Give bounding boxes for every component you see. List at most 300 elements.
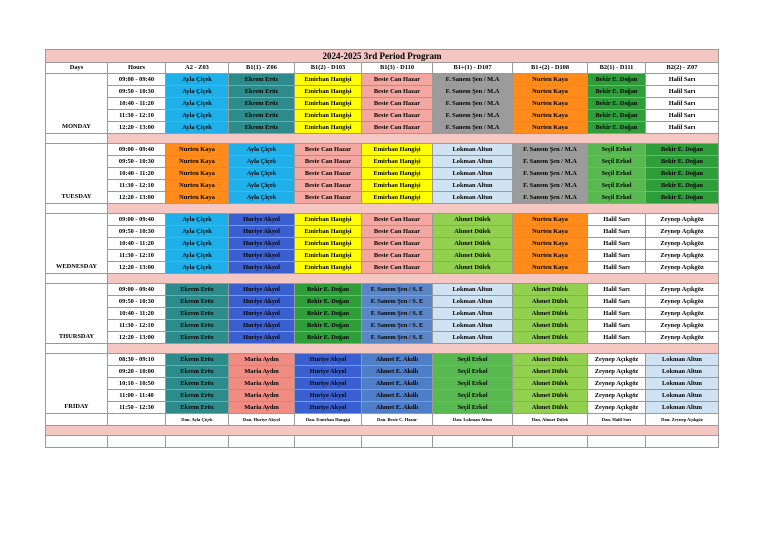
teacher-cell: Beste Can Hazar	[362, 122, 433, 134]
table-row	[46, 144, 719, 156]
teacher-cell: Halil Sarı	[588, 284, 646, 296]
hour-cell: 09:50 - 10:30	[108, 86, 166, 98]
teacher-cell: Seçil Erkol	[588, 168, 646, 180]
hour-cell: 11:30 - 12:10	[108, 110, 166, 122]
teacher-cell: Nurten Kaya	[166, 156, 229, 168]
empty-cell	[108, 414, 166, 426]
teacher-cell: Zeynep Açıkgöz	[646, 214, 719, 226]
empty-row	[46, 436, 719, 448]
empty-cell	[295, 436, 362, 448]
teacher-cell: F. Sanem Şen / S. E	[362, 320, 433, 332]
teacher-cell: Ayla Çiçek	[166, 86, 229, 98]
teacher-cell: Maria Aydın	[229, 366, 295, 378]
teacher-cell: Ayla Çiçek	[229, 180, 295, 192]
teacher-cell: F. Sanem Şen / S. E	[362, 332, 433, 344]
separator-cell	[46, 134, 108, 144]
teacher-cell: Lokman Altun	[433, 192, 513, 204]
teacher-cell: Halil Sarı	[646, 98, 719, 110]
hour-cell: 11:30 - 12:10	[108, 250, 166, 262]
advisor-row	[46, 414, 719, 426]
advisor-cell: Dan. Halil Sarı	[588, 414, 646, 426]
hour-cell: 12:20 - 13:00	[108, 122, 166, 134]
teacher-cell: Nurten Kaya	[513, 98, 588, 110]
day-label-tuesday: TUESDAY	[46, 144, 108, 204]
teacher-cell: Zeynep Açıkgöz	[646, 238, 719, 250]
teacher-cell: Maria Aydın	[229, 378, 295, 390]
teacher-cell: Ahmet E. Akıllı	[362, 366, 433, 378]
teacher-cell: Ekrem Eröz	[166, 320, 229, 332]
table-row	[46, 226, 719, 238]
separator-cell	[108, 134, 719, 144]
day-label-thursday: THURSDAY	[46, 284, 108, 344]
separator-cell	[46, 344, 108, 354]
teacher-cell: Halil Sarı	[588, 308, 646, 320]
teacher-cell: Bekir E. Doğan	[588, 110, 646, 122]
teacher-cell: Huriye Akyol	[229, 226, 295, 238]
teacher-cell: Ahmet E. Akıllı	[362, 402, 433, 414]
teacher-cell: Lokman Altun	[433, 284, 513, 296]
table-row	[46, 122, 719, 134]
teacher-cell: Maria Aydın	[229, 402, 295, 414]
teacher-cell: Seçil Erkol	[588, 192, 646, 204]
teacher-cell: F. Sanem Şen / S. E	[362, 296, 433, 308]
empty-cell	[433, 436, 513, 448]
teacher-cell: Bekir E. Doğan	[588, 86, 646, 98]
column-header-days: Days	[46, 63, 108, 74]
empty-cell	[513, 436, 588, 448]
teacher-cell: Emirhan Hangişi	[295, 122, 362, 134]
teacher-cell: Ahmet E. Akıllı	[362, 354, 433, 366]
teacher-cell: Zeynep Açıkgöz	[646, 226, 719, 238]
teacher-cell: Lokman Altun	[433, 332, 513, 344]
table-row	[46, 238, 719, 250]
table-row	[46, 366, 719, 378]
teacher-cell: Seçil Erkol	[433, 354, 513, 366]
teacher-cell: Beste Can Hazar	[362, 86, 433, 98]
teacher-cell: Halil Sarı	[646, 74, 719, 86]
teacher-cell: F. Sanem Şen / M.A	[513, 180, 588, 192]
schedule-table	[45, 49, 719, 448]
teacher-cell: Emirhan Hangişi	[295, 214, 362, 226]
empty-cell	[362, 436, 433, 448]
teacher-cell: Bekir E. Doğan	[295, 332, 362, 344]
teacher-cell: Huriye Akyol	[295, 366, 362, 378]
advisor-cell: Dan. Lokman Altun	[433, 414, 513, 426]
day-separator	[46, 204, 719, 214]
teacher-cell: Halil Sarı	[588, 332, 646, 344]
teacher-cell: Ekrem Eröz	[166, 402, 229, 414]
teacher-cell: Bekir E. Doğan	[588, 122, 646, 134]
hour-cell: 09:00 - 09:40	[108, 284, 166, 296]
table-row	[46, 354, 719, 366]
hour-cell: 08:30 - 09:10	[108, 354, 166, 366]
hour-cell: 09:50 - 10:30	[108, 296, 166, 308]
teacher-cell: Nurten Kaya	[513, 250, 588, 262]
column-header-hours: Hours	[108, 63, 166, 74]
teacher-cell: Ahmet E. Akıllı	[362, 390, 433, 402]
teacher-cell: Emirhan Hangişi	[362, 156, 433, 168]
teacher-cell: Emirhan Hangişi	[295, 226, 362, 238]
teacher-cell: Zeynep Açıkgöz	[646, 262, 719, 274]
header-row	[46, 63, 719, 74]
separator-cell	[46, 426, 719, 436]
hour-cell: 09:00 - 09:40	[108, 74, 166, 86]
teacher-cell: Nurten Kaya	[513, 262, 588, 274]
hour-cell: 09:00 - 09:40	[108, 214, 166, 226]
separator-cell	[46, 274, 108, 284]
teacher-cell: Nurten Kaya	[513, 226, 588, 238]
teacher-cell: F. Sanem Şen / M.A	[513, 156, 588, 168]
teacher-cell: Emirhan Hangişi	[295, 86, 362, 98]
empty-cell	[588, 436, 646, 448]
teacher-cell: Ayla Çiçek	[166, 74, 229, 86]
teacher-cell: Zeynep Açıkgöz	[588, 366, 646, 378]
teacher-cell: Emirhan Hangişi	[295, 250, 362, 262]
teacher-cell: Beste Can Hazar	[295, 192, 362, 204]
teacher-cell: Huriye Akyol	[229, 214, 295, 226]
table-row	[46, 296, 719, 308]
teacher-cell: Ayla Çiçek	[229, 156, 295, 168]
teacher-cell: Huriye Akyol	[295, 354, 362, 366]
teacher-cell: F. Sanem Şen / M.A	[513, 192, 588, 204]
teacher-cell: Ayla Çiçek	[166, 226, 229, 238]
table-row	[46, 320, 719, 332]
teacher-cell: Ekrem Eröz	[229, 86, 295, 98]
teacher-cell: Nurten Kaya	[513, 238, 588, 250]
teacher-cell: Lokman Altun	[646, 354, 719, 366]
teacher-cell: Zeynep Açıkgöz	[646, 332, 719, 344]
teacher-cell: Ayla Çiçek	[166, 98, 229, 110]
advisor-cell: Dan. Beste C. Hazar	[362, 414, 433, 426]
empty-cell	[166, 436, 229, 448]
column-header-a2-z03: A2 - Z03	[166, 63, 229, 74]
teacher-cell: Huriye Akyol	[229, 238, 295, 250]
teacher-cell: Beste Can Hazar	[362, 110, 433, 122]
teacher-cell: Lokman Altun	[646, 390, 719, 402]
teacher-cell: Ayla Çiçek	[229, 192, 295, 204]
teacher-cell: Beste Can Hazar	[362, 250, 433, 262]
teacher-cell: Zeynep Açıkgöz	[646, 308, 719, 320]
hour-cell: 10:40 - 11:20	[108, 168, 166, 180]
teacher-cell: Lokman Altun	[646, 366, 719, 378]
teacher-cell: Bekir E. Doğan	[588, 98, 646, 110]
teacher-cell: Huriye Akyol	[229, 332, 295, 344]
teacher-cell: Ekrem Eröz	[166, 284, 229, 296]
teacher-cell: F. Sanem Şen / S. E	[362, 308, 433, 320]
table-row	[46, 262, 719, 274]
table-row	[46, 390, 719, 402]
teacher-cell: Ahmet Dülek	[513, 366, 588, 378]
empty-cell	[46, 436, 108, 448]
hour-cell: 09:00 - 09:40	[108, 144, 166, 156]
teacher-cell: Bekir E. Doğan	[646, 168, 719, 180]
bottom-band	[46, 426, 719, 436]
teacher-cell: Emirhan Hangişi	[295, 110, 362, 122]
table-row	[46, 332, 719, 344]
teacher-cell: Emirhan Hangişi	[362, 180, 433, 192]
teacher-cell: Ayla Çiçek	[166, 214, 229, 226]
day-separator	[46, 274, 719, 284]
table-row	[46, 110, 719, 122]
teacher-cell: Nurten Kaya	[166, 192, 229, 204]
teacher-cell: Halil Sarı	[588, 214, 646, 226]
teacher-cell: Bekir E. Doğan	[295, 296, 362, 308]
teacher-cell: Ahmet Dülek	[433, 214, 513, 226]
teacher-cell: Bekir E. Doğan	[646, 180, 719, 192]
teacher-cell: Nurten Kaya	[166, 168, 229, 180]
table-row	[46, 156, 719, 168]
teacher-cell: Emirhan Hangişi	[295, 238, 362, 250]
table-row	[46, 98, 719, 110]
teacher-cell: Beste Can Hazar	[362, 214, 433, 226]
teacher-cell: Zeynep Açıkgöz	[588, 390, 646, 402]
teacher-cell: Seçil Erkol	[433, 378, 513, 390]
teacher-cell: Huriye Akyol	[229, 284, 295, 296]
teacher-cell: Zeynep Açıkgöz	[646, 284, 719, 296]
teacher-cell: Emirhan Hangişi	[295, 74, 362, 86]
hour-cell: 10:40 - 11:20	[108, 98, 166, 110]
teacher-cell: Ahmet Dülek	[513, 378, 588, 390]
teacher-cell: Ayla Çiçek	[166, 238, 229, 250]
teacher-cell: Halil Sarı	[646, 122, 719, 134]
hour-cell: 12:20 - 13:00	[108, 192, 166, 204]
advisor-cell: Dan. Ahmet Dülek	[513, 414, 588, 426]
teacher-cell: Huriye Akyol	[229, 320, 295, 332]
teacher-cell: Huriye Akyol	[229, 296, 295, 308]
empty-cell	[46, 414, 108, 426]
teacher-cell: Lokman Altun	[433, 320, 513, 332]
teacher-cell: F. Sanem Şen / M.A	[513, 168, 588, 180]
teacher-cell: Huriye Akyol	[295, 390, 362, 402]
teacher-cell: Ekrem Eröz	[166, 332, 229, 344]
teacher-cell: Ahmet Dülek	[513, 332, 588, 344]
teacher-cell: Seçil Erkol	[588, 144, 646, 156]
teacher-cell: Seçil Erkol	[433, 366, 513, 378]
teacher-cell: Halil Sarı	[588, 320, 646, 332]
teacher-cell: Beste Can Hazar	[295, 168, 362, 180]
teacher-cell: Emirhan Hangişi	[295, 98, 362, 110]
teacher-cell: F. Sanem Şen / M.A	[513, 144, 588, 156]
table-row	[46, 86, 719, 98]
teacher-cell: Bekir E. Doğan	[295, 284, 362, 296]
hour-cell: 11:00 - 11:40	[108, 390, 166, 402]
day-separator	[46, 134, 719, 144]
teacher-cell: Ekrem Eröz	[166, 354, 229, 366]
title-row	[46, 50, 719, 63]
teacher-cell: Seçil Erkol	[433, 402, 513, 414]
separator-cell	[108, 344, 719, 354]
teacher-cell: Ahmet Dülek	[433, 226, 513, 238]
teacher-cell: Beste Can Hazar	[295, 144, 362, 156]
teacher-cell: Beste Can Hazar	[362, 262, 433, 274]
teacher-cell: Ayla Çiçek	[229, 144, 295, 156]
teacher-cell: Seçil Erkol	[588, 180, 646, 192]
hour-cell: 12:20 - 13:00	[108, 262, 166, 274]
teacher-cell: Lokman Altun	[646, 378, 719, 390]
teacher-cell: Beste Can Hazar	[362, 238, 433, 250]
hour-cell: 10:10 - 10:50	[108, 378, 166, 390]
teacher-cell: Ayla Çiçek	[229, 168, 295, 180]
column-header-b2-2-z07: B2(2) - Z07	[646, 63, 719, 74]
teacher-cell: Lokman Altun	[646, 402, 719, 414]
table-row	[46, 192, 719, 204]
teacher-cell: Halil Sarı	[588, 250, 646, 262]
hour-cell: 11:30 - 12:10	[108, 320, 166, 332]
separator-cell	[108, 204, 719, 214]
teacher-cell: Beste Can Hazar	[362, 226, 433, 238]
teacher-cell: Seçil Erkol	[588, 156, 646, 168]
teacher-cell: Ekrem Eröz	[229, 98, 295, 110]
hour-cell: 09:50 - 10:30	[108, 156, 166, 168]
teacher-cell: Beste Can Hazar	[362, 74, 433, 86]
teacher-cell: Ahmet Dülek	[513, 354, 588, 366]
table-row	[46, 214, 719, 226]
teacher-cell: Maria Aydın	[229, 354, 295, 366]
teacher-cell: Halil Sarı	[588, 296, 646, 308]
teacher-cell: Ahmet Dülek	[433, 238, 513, 250]
advisor-cell: Dan. Ayla Çiçek	[166, 414, 229, 426]
teacher-cell: F. Sanem Şen / M.A	[433, 122, 513, 134]
teacher-cell: Halil Sarı	[646, 110, 719, 122]
teacher-cell: Ekrem Eröz	[166, 308, 229, 320]
advisor-cell: Dan. Zeynep Açıkgöz	[646, 414, 719, 426]
teacher-cell: Ahmet Dülek	[513, 308, 588, 320]
hour-cell: 11:50 - 12:30	[108, 402, 166, 414]
advisor-cell: Dan. Huriye Akyol	[229, 414, 295, 426]
day-label-friday: FRIDAY	[46, 354, 108, 414]
column-header-b1-2-d108: B1+(2) - D108	[513, 63, 588, 74]
hour-cell: 12:20 - 13:00	[108, 332, 166, 344]
teacher-cell: Ekrem Eröz	[166, 366, 229, 378]
empty-cell	[229, 436, 295, 448]
teacher-cell: Beste Can Hazar	[295, 156, 362, 168]
teacher-cell: Ahmet E. Akıllı	[362, 378, 433, 390]
teacher-cell: Huriye Akyol	[295, 378, 362, 390]
empty-cell	[108, 436, 166, 448]
teacher-cell: Maria Aydın	[229, 390, 295, 402]
table-row	[46, 168, 719, 180]
teacher-cell: Lokman Altun	[433, 308, 513, 320]
table-row	[46, 180, 719, 192]
teacher-cell: Zeynep Açıkgöz	[588, 378, 646, 390]
teacher-cell: Ahmet Dülek	[513, 402, 588, 414]
day-separator	[46, 344, 719, 354]
teacher-cell: Nurten Kaya	[513, 86, 588, 98]
teacher-cell: Ahmet Dülek	[433, 250, 513, 262]
teacher-cell: Zeynep Açıkgöz	[588, 402, 646, 414]
teacher-cell: Bekir E. Doğan	[295, 320, 362, 332]
hour-cell: 10:40 - 11:20	[108, 238, 166, 250]
teacher-cell: Emirhan Hangişi	[362, 168, 433, 180]
teacher-cell: F. Sanem Şen / M.A	[433, 98, 513, 110]
teacher-cell: Zeynep Açıkgöz	[646, 296, 719, 308]
separator-cell	[108, 274, 719, 284]
teacher-cell: Halil Sarı	[588, 238, 646, 250]
teacher-cell: Emirhan Hangişi	[362, 144, 433, 156]
column-header-b1-1-d107: B1+(1) - D107	[433, 63, 513, 74]
column-header-b1-2-d103: B1(2) - D103	[295, 63, 362, 74]
column-header-b1-1-z06: B1(1) - Z06	[229, 63, 295, 74]
table-row	[46, 74, 719, 86]
teacher-cell: Seçil Erkol	[433, 390, 513, 402]
day-label-wednesday: WEDNESDAY	[46, 214, 108, 274]
teacher-cell: Ahmet Dülek	[513, 296, 588, 308]
teacher-cell: Emirhan Hangişi	[295, 262, 362, 274]
teacher-cell: Huriye Akyol	[295, 402, 362, 414]
teacher-cell: Lokman Altun	[433, 168, 513, 180]
table-row	[46, 308, 719, 320]
teacher-cell: F. Sanem Şen / M.A	[433, 86, 513, 98]
teacher-cell: Beste Can Hazar	[362, 98, 433, 110]
hour-cell: 10:40 - 11:20	[108, 308, 166, 320]
teacher-cell: Ayla Çiçek	[166, 262, 229, 274]
teacher-cell: Halil Sarı	[588, 226, 646, 238]
teacher-cell: Nurten Kaya	[513, 74, 588, 86]
teacher-cell: Bekir E. Doğan	[295, 308, 362, 320]
advisor-cell: Dan. Emirhan Hangişi	[295, 414, 362, 426]
teacher-cell: Zeynep Açıkgöz	[588, 354, 646, 366]
teacher-cell: Ekrem Eröz	[229, 122, 295, 134]
teacher-cell: Ekrem Eröz	[166, 378, 229, 390]
teacher-cell: F. Sanem Şen / M.A	[433, 74, 513, 86]
separator-cell	[46, 204, 108, 214]
table-row	[46, 378, 719, 390]
teacher-cell: Ekrem Eröz	[229, 110, 295, 122]
teacher-cell: Huriye Akyol	[229, 250, 295, 262]
teacher-cell: Bekir E. Doğan	[646, 144, 719, 156]
column-header-b2-1-d111: B2(1) - D111	[588, 63, 646, 74]
teacher-cell: Lokman Altun	[433, 156, 513, 168]
teacher-cell: Halil Sarı	[646, 86, 719, 98]
teacher-cell: Nurten Kaya	[513, 122, 588, 134]
teacher-cell: F. Sanem Şen / M.A	[433, 110, 513, 122]
teacher-cell: Beste Can Hazar	[295, 180, 362, 192]
teacher-cell: Nurten Kaya	[513, 110, 588, 122]
teacher-cell: Ahmet Dülek	[513, 284, 588, 296]
column-header-b1-3-d110: B1(3) - D110	[362, 63, 433, 74]
teacher-cell: Ekrem Eröz	[166, 296, 229, 308]
teacher-cell: Huriye Akyol	[229, 262, 295, 274]
day-label-monday: MONDAY	[46, 74, 108, 134]
teacher-cell: Ahmet Dülek	[513, 320, 588, 332]
teacher-cell: Ekrem Eröz	[166, 390, 229, 402]
page-title: 2024-2025 3rd Period Program	[46, 50, 719, 63]
teacher-cell: Lokman Altun	[433, 144, 513, 156]
teacher-cell: Zeynep Açıkgöz	[646, 250, 719, 262]
teacher-cell: Bekir E. Doğan	[646, 156, 719, 168]
hour-cell: 09:50 - 10:30	[108, 226, 166, 238]
teacher-cell: Ayla Çiçek	[166, 110, 229, 122]
teacher-cell: Ayla Çiçek	[166, 122, 229, 134]
teacher-cell: Nurten Kaya	[513, 214, 588, 226]
teacher-cell: Emirhan Hangişi	[362, 192, 433, 204]
teacher-cell: Ayla Çiçek	[166, 250, 229, 262]
teacher-cell: Bekir E. Doğan	[646, 192, 719, 204]
hour-cell: 11:30 - 12:10	[108, 180, 166, 192]
teacher-cell: Lokman Altun	[433, 180, 513, 192]
teacher-cell: Nurten Kaya	[166, 144, 229, 156]
teacher-cell: Huriye Akyol	[229, 308, 295, 320]
table-row	[46, 402, 719, 414]
teacher-cell: Ahmet Dülek	[433, 262, 513, 274]
empty-cell	[646, 436, 719, 448]
hour-cell: 09:20 - 10:00	[108, 366, 166, 378]
table-row	[46, 284, 719, 296]
teacher-cell: Halil Sarı	[588, 262, 646, 274]
teacher-cell: Lokman Altun	[433, 296, 513, 308]
teacher-cell: Ekrem Eröz	[229, 74, 295, 86]
teacher-cell: F. Sanem Şen / S. E	[362, 284, 433, 296]
